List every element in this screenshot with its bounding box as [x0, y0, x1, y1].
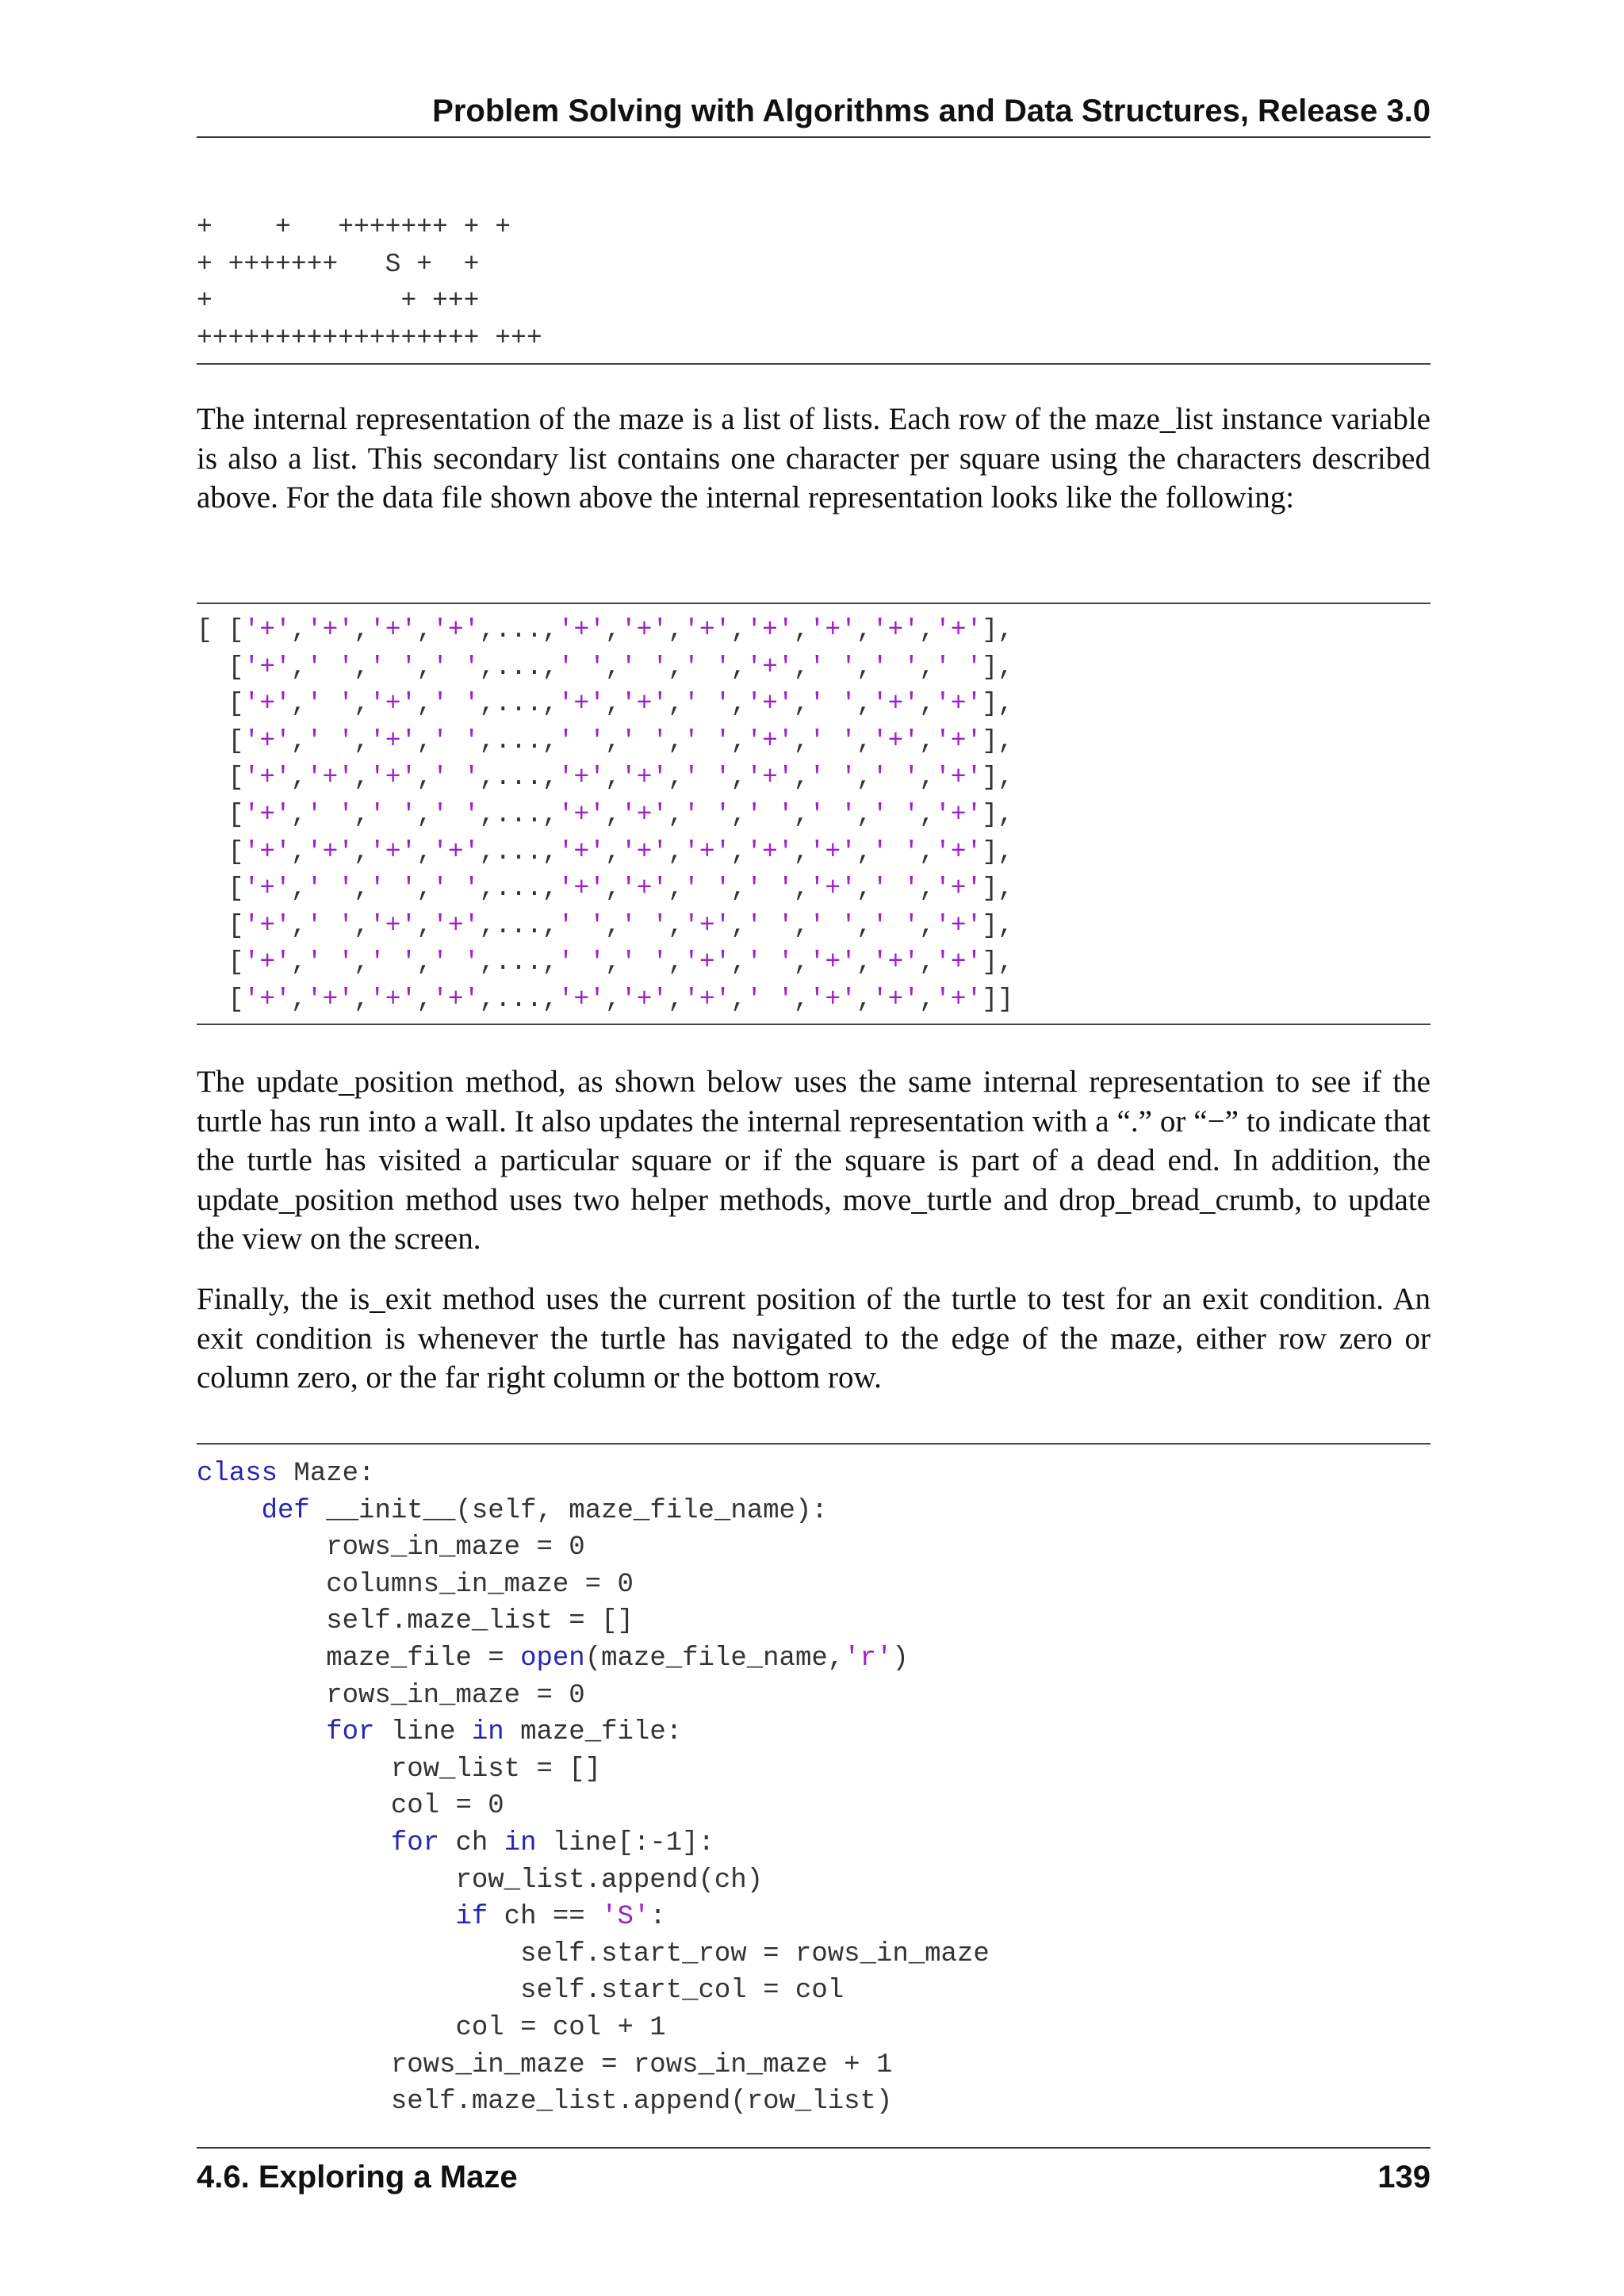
section-title: 4.6. Exploring a Maze: [197, 2160, 518, 2195]
code-line: for ch in line[:-1]:: [390, 1827, 714, 1858]
list-line: ['+',' ',' ',' ',...,'+','+',' ',' ',' ',' ','+'],: [197, 799, 1014, 829]
code-top-rule: [197, 603, 1431, 604]
list-line: ['+',' ',' ',' ',...,'+','+',' ',' ','+',' ','+'],: [197, 874, 1014, 904]
maze-line: + + +++: [197, 286, 480, 316]
code-top-rule: [197, 1443, 1431, 1445]
code-line: for line in maze_file:: [326, 1717, 683, 1748]
list-representation-code: [197, 612, 1431, 1019]
code-line: col = col + 1: [197, 2012, 666, 2043]
code-line: class Maze:: [197, 1459, 375, 1489]
code-line: self.maze_list.append(row_list): [197, 2087, 893, 2118]
code-line: row_list.append(ch): [197, 1865, 764, 1896]
maze-line: + + +++++++ + +: [197, 212, 511, 242]
page-number: 139: [1377, 2160, 1431, 2195]
running-title: Problem Solving with Algorithms and Data Structures, Release 3.0: [432, 94, 1431, 128]
code-line: rows_in_maze = 0: [197, 1680, 585, 1711]
list-line: ['+',' ','+','+',...,' ',' ','+',' ',' ',' ','+'],: [197, 910, 1014, 940]
list-line: ['+','+','+',' ',...,'+','+',' ','+',' ',' ','+'],: [197, 763, 1014, 793]
maze-line: + +++++++ S + +: [197, 249, 480, 279]
body-paragraph: The update_position method, as shown below uses the same internal representation to see if the turtle has run into a wall. It also updates the internal representation with a “.” or “−” to indicate that the turtle has visited a particular square or if the square is part of a dead end. In addition, the update_position method uses two helper methods, move_turtle and drop_bread_crumb, to update the view on the screen.: [197, 1065, 1431, 1256]
code-line: row_list = []: [197, 1754, 602, 1785]
code-bottom-rule: [197, 1024, 1431, 1025]
code-line: col = 0: [197, 1791, 504, 1822]
code-line: maze_file = open(maze_file_name,'r'): [197, 1643, 909, 1674]
list-line: ['+','+','+','+',...,'+','+','+',' ','+','+','+']]: [197, 984, 1014, 1014]
maze-listing-text: [197, 209, 1431, 357]
maze-line: ++++++++++++++++++ +++: [197, 323, 542, 353]
listing-bottom-rule: [197, 363, 1431, 365]
body-paragraph: Finally, the is_exit method uses the current position of the turtle to test for an exit condition. An exit condition is whenever the turtle has navigated to the edge of the maze, either row zero or column zero, or the far right column or the bottom row.: [197, 1282, 1431, 1395]
maze-class-code: [197, 1456, 1431, 2121]
paragraph-update-position: [197, 1062, 1431, 1259]
list-line: ['+',' ',' ',' ',...,' ',' ','+',' ','+','+','+'],: [197, 947, 1014, 978]
code-line: self.start_row = rows_in_maze: [197, 1938, 990, 1969]
code-line: rows_in_maze = 0: [197, 1533, 585, 1563]
maze-file-listing: [197, 209, 1431, 365]
code-line: def __init__(self, maze_file_name):: [261, 1495, 828, 1526]
code-line: rows_in_maze = rows_in_maze + 1: [197, 2049, 893, 2080]
code-line: self.maze_list = []: [197, 1606, 634, 1637]
page-footer: [197, 2147, 1431, 2199]
body-paragraph: The internal representation of the maze is a list of lists. Each row of the maze_list instance variable is also a list. This secondary list contains one character per square using the characters described above. For the data file shown above the internal representation looks like the following:: [197, 402, 1431, 515]
list-line: ['+','+','+','+',...,'+','+','+','+','+',' ','+'],: [197, 836, 1014, 867]
code-line: columns_in_maze = 0: [197, 1569, 634, 1600]
page-header: [197, 89, 1431, 138]
paragraph-internal-representation: [197, 400, 1431, 518]
list-representation-block: [197, 603, 1431, 1025]
code-line: if ch == 'S':: [455, 1902, 666, 1933]
list-line: ['+',' ','+',' ',...,'+','+',' ','+',' ','+','+'],: [197, 689, 1014, 719]
maze-class-code-block: [197, 1443, 1431, 2121]
code-line: self.start_col = col: [197, 1976, 845, 2007]
list-line: [ ['+','+','+','+',...,'+','+','+','+','+','+','+'],: [197, 615, 1014, 645]
list-line: ['+',' ','+',' ',...,' ',' ',' ','+',' ','+','+'],: [197, 725, 1014, 756]
list-line: ['+',' ',' ',' ',...,' ',' ',' ','+',' ',' ',' '],: [197, 652, 1014, 682]
paragraph-is-exit: [197, 1280, 1431, 1398]
